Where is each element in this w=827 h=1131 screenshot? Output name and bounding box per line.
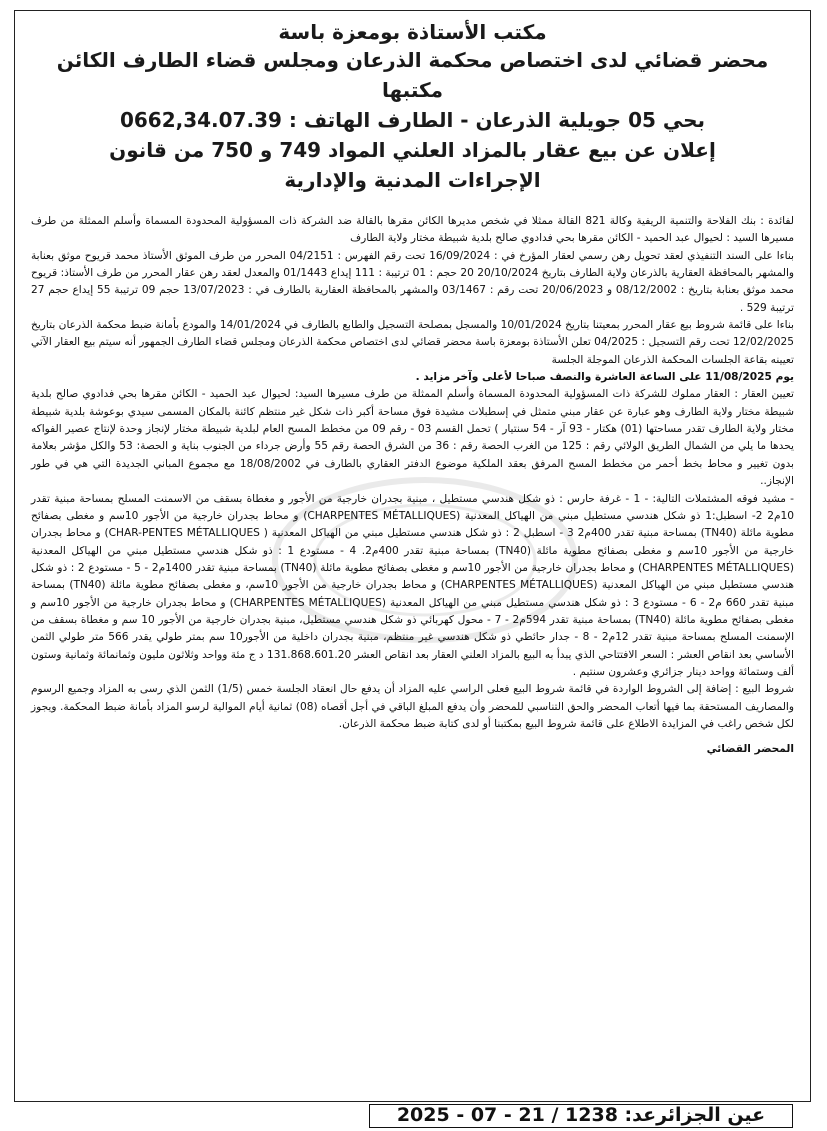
paragraph-sale-date: يوم 11/08/2025 على الساعة العاشرة والنصف صباحا لأعلى وآخر مزايد . [415, 371, 794, 384]
announcement-frame [14, 10, 811, 1102]
header [31, 19, 794, 195]
paragraph-beneficiary: لفائدة : بنك الفلاحة والتنمية الريفية وكالة 821 القالة ممثلا في شخص مديرها الكائن مقرها بالقالة ضد الشركة ذات المسؤولية المحدودة المسماة وأسلم الممثلة من طرف مسيرها السيد : لحيوال عبد الحميد - الكائن مقرها بحي فدادوي صالح بلدية شبيطة مختار ولاية الطارف [31, 215, 794, 245]
signature: المحضر القضائي [706, 743, 794, 756]
paragraph-buildings: - مشيد فوقه المشتملات التالية: - 1 - غرفة حارس : ذو شكل هندسي مستطيل ، مبنية بجدران خارجية من الأجور و مغطاة بسقف من الاسمنت المسلح بمساحة مبنية تقدر 10م2 2- اسطبل:1 ذو شكل هندسي مستطيل مبني من الهياكل المعدنية (CHARPENTES MÉTALLIQUES) و محاط بجدران خارجية من الأجور 10سم و مغطى بصفائح مطوية مائلة (TN40) بمساحة مبنية تقدر 400م2 3 - اسطبل 2 : ذو شكل هندسي مستطيل مبني من الهياكل المعدنية ( CHAR-PENTES MÉTALLIQUES) و محاط بجدران خارجية من الأجور 10سم و مغطى بصفائح مطوية مائلة (TN40) بمساحة مبنية تقدر 400م2. 4 - مستودع 1 : ذو شكل هندسي مستطيل مبني من الهياكل المعدنية (CHARPENTES MÉTALLIQUES) و محاط بجدران خارجية من الأجور 10سم و مغطى بصفائح مطوية مائلة (TN40) بمساحة مبنية تقدر 1400م2 - 5 - مستودع 2 : ذو شكل هندسي مستطيل مبني من الهياكل المعدنية (CHARPENTES MÉTALLIQUES) و محاط بجدران خارجية من الأجور 10سم، و مغطى بصفائح مطوية مائلة (TN40) بمساحة مبنية تقدر 660 م2 - 6 - مستودع 3 : ذو شكل هندسي مستطيل مبني من الهياكل المعدنية (CHARPENTES MÉTALLIQUES) و محاط بجدران خارجية من الأجور 10سم و مغطى بصفائح مطوية مائلة (TN40) بمساحة مبنية تقدر 594م2 - 7 - محول كهربائي ذو شكل هندسي مستطيل، مبنية بجدران خارجية من الأجور 10 سم و مغطاة بسقف من الإسمنت المسلح بمساحة مبنية تقدر 12م2 - 8 - جدار حائطي ذو شكل هندسي غير منتظم، مبنية بجدران داخلية من الأجور10 سم بمتر طولي يقدر 566 متر طولي الثمن الأساسي بعد انقاص العشر : السعر الافتتاحي الذي يبدأ به البيع بالمزاد العلني العقار بعد انقاص العشر 131.868.601.20 د ج مئة وواحد وثلاثون مليون وثمانمائة وثمانية وستون ألف وستمائة وواحد دينار جزائري وعشرون سنتيم . [31, 492, 795, 678]
office-name: مكتب الأستاذة بومعزة باسة [278, 20, 547, 44]
announcement-body [31, 213, 794, 759]
paragraph-terms: شروط البيع : إضافة إلى الشروط الواردة في قائمة شروط البيع فعلى الراسي عليه المزاد أن يدفع حال انعقاد الجلسة خمس (1/5) الثمن الذي رسى به المزاد وجميع الرسوم والمصاريف المستحقة بما فيها أتعاب المحضر والحق التناسبي للمحضر وأن يدفع المبلغ الباقي في أجل أقصاه (08) ثمانية أيام الموالية لرسو المزاد بأمانة ضبط المحكمة. ويجوز لكل شخص راغب في المزايدة الاطلاع على قائمة شروط البيع بمكتبنا أو لدى كتابة ضبط محكمة الذرعان. [31, 683, 794, 730]
footer [14, 1100, 811, 1128]
bailiff-title: محضر قضائي لدى اختصاص محكمة الذرعان ومجلس قضاء الطارف الكائن مكتبها [56, 48, 769, 102]
notice-title: إعلان عن بيع عقار بالمزاد العلني المواد 749 و 750 من قانون [109, 138, 716, 162]
office-address: بحي 05 جويلية الذرعان - الطارف الهاتف : 0662,34.07.39 [119, 108, 706, 132]
paragraph-sale-conditions: بناءا على قائمة شروط بيع عقار المحرر بمعيتنا بتاريخ 10/01/2024 والمسجل بمصلحة التسجيل والطابع بالطارف في 14/01/2024 والمودع بأمانة ضبط محكمة الذرعان بتاريخ 12/02/2025 تحت رقم التسجيل : 04/2025 تعلن الأستاذة بومعزة باسة محضر قضائي لدى اختصاص محكمة الذرعان ومجلس قضاء الطارف الجمهور أنه سيتم بيع العقار الآتي تعيينه بقاعة الجلسات المحكمة الذرعان الموجلة الجلسة [31, 319, 795, 366]
paragraph-enforcement-deed: بناءا على السند التنفيذي لعقد تحويل رهن رسمي لعقار المؤرخ في : 16/09/2024 تحت رقم الفهرس : 04/2151 المحرر من طرف الموثق الأستاذ محمد قريوح موثق بعنابة والمشهر بالمحافظة العقارية بالذرعان ولاية الطارف بتاريخ 20/10/2024 20 حجم : 01 ترتيبة : 111 إيداع 01/1443 والمعدل لعقد رهن عقار المحرر من طرف الأستاذ: قريوح محمد موثق بعنابة بتاريخ : 08/12/2002 و 20/06/2023 تحت رقم : 03/1467 والمشهر بالمحافظة العقارية بالطارف في : 13/07/2023 حجم 09 ترتيبة 55 إيداع حجم 27 ترتيبة 529 . [31, 249, 795, 314]
publication-reference: عين الجزائرعد: 1238 / 21 - 07 - 2025 [369, 1104, 793, 1128]
law-reference: الإجراءات المدنية والإدارية [284, 168, 541, 192]
paragraph-property-description: تعيين العقار : العقار مملوك للشركة ذات المسؤولية المحدودة المسماة وأسلم الممثلة من طرف مسيرها السيد: لحيوال عبد الحميد - الكائن مقرها بحي فدادوي صالح بلدية شبيطة مختار ولاية الطارف وهو عبارة عن عقار مبني متمثل في إسطبلات مشيدة فوق مساحة أكبر ذات شكل غير منتظم كائنة بالمكان المسمى سيدي بوعوشة بلدية شبيطة مختار ولاية الطارف تقدر مساحتها (01) هكتار - 93 آر - 54 سنتيار ) تحمل القسم 03 - رقم 09 من مخطط المسح العام لبلدية شبيطة مختار لإنجاز وحدة لإنتاج عصير الفواكه يحدها ما يلي من الشمال الطريق الولائي رقم : 125 من الغرب الحصة رقم : 36 من الشرق الحصة رقم 55 وأرض جرداء من الجنوب بناية و الحصة: 53 والكل مؤشر بعلامة بدون تغيير و محاط بخط أحمر من مخطط المسح المرفق بعقد الملكية موضوع الدفتر العقاري بالطارف في 18/08/2002 مع مجموع المباني الجديدة التي هي في طور الإنجاز.. [31, 388, 794, 488]
